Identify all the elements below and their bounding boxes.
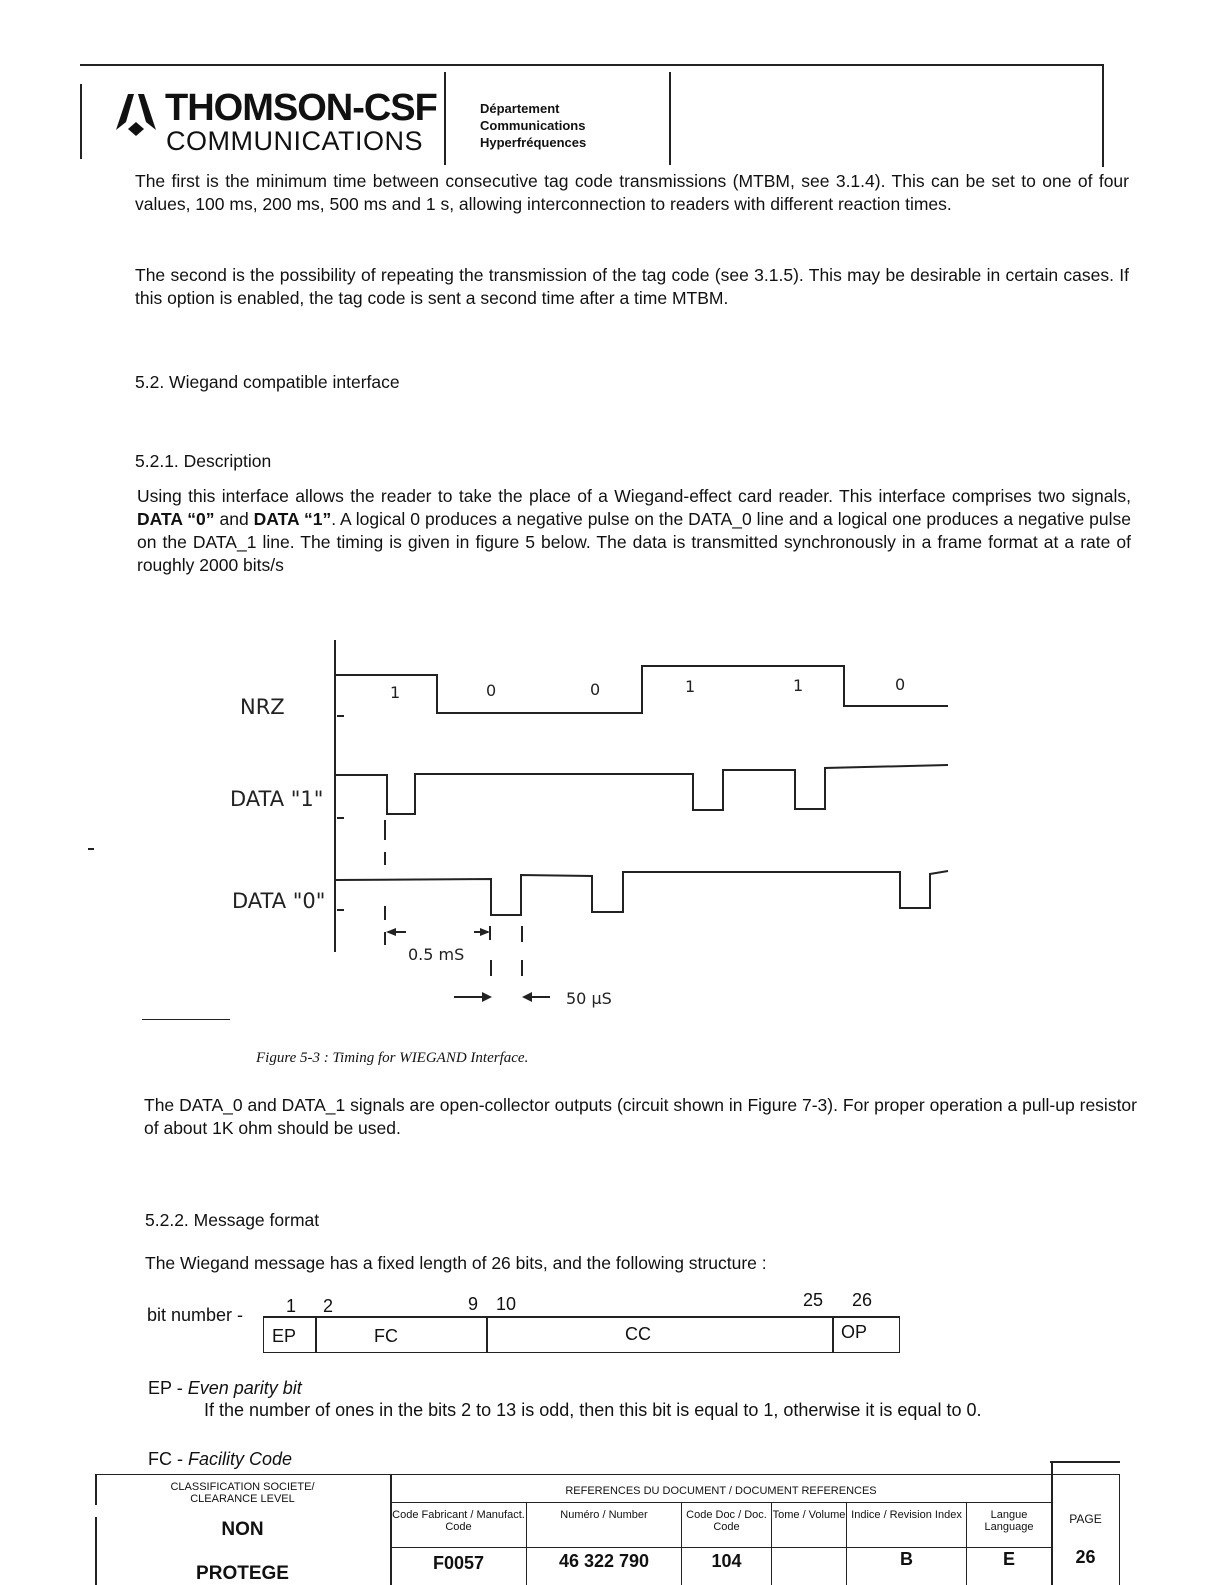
- ref-value: F0057: [432, 1553, 485, 1573]
- bit-number: 2: [323, 1296, 334, 1316]
- divider: [142, 1019, 230, 1020]
- company-division: COMMUNICATIONS: [166, 126, 423, 156]
- ref-value: 46 322 790: [558, 1551, 650, 1571]
- ep-description: If the number of ones in the bits 2 to 13 is odd, then this bit is equal to 1, otherwise it is equal to 0.: [204, 1400, 982, 1420]
- bit-field-fc: FC: [374, 1326, 398, 1346]
- nrz-bit-label: 0: [590, 680, 601, 699]
- subsection-heading: 5.2.1. Description: [135, 451, 272, 471]
- pulse-width-label: 50 µS: [566, 989, 612, 1008]
- bit-number: 10: [496, 1294, 517, 1314]
- header-left-rule: [80, 84, 82, 159]
- margin-mark: [88, 848, 94, 850]
- nrz-label: NRZ: [240, 695, 285, 719]
- bit-number: 1: [286, 1296, 297, 1316]
- ref-col-header: Langue Language: [984, 1509, 1034, 1533]
- department-line: Département: [480, 101, 560, 116]
- ref-col-header: Tome / Volume: [772, 1509, 846, 1521]
- timing-diagram: [220, 630, 980, 1020]
- ep-title: EP - Even parity bit: [148, 1378, 302, 1398]
- bit-field-row: [263, 1316, 900, 1353]
- data1-waveform: [335, 765, 948, 814]
- ref-col-header: Code Fabricant / Manufact. Code: [392, 1509, 525, 1533]
- page-label: PAGE: [1069, 1512, 1102, 1526]
- paragraph: Using this interface allows the reader to take the place of a Wiegand-effect card reader. This interface comprises two signals, DATA “0” and DATA “1”. A logical 0 produces a negative pulse on the DATA_0 line and a logical one produces a negative pulse on the DATA_1 line. The timing is given in figure 5 below. The data is transmitted synchronously in a frame format at a rate of roughly 2000 bits/s: [137, 486, 1131, 575]
- company-name: THOMSON-CSF: [165, 87, 437, 129]
- page-number: 26: [1075, 1547, 1096, 1567]
- ref-value: E: [1002, 1549, 1015, 1569]
- footer-table: [95, 1474, 1120, 1585]
- paragraph: The first is the minimum time between consecutive tag code transmissions (MTBM, see 3.1.4). This can be set to one of four values, 100 ms, 200 ms, 500 ms and 1 s, allowing interconnection to readers with different reaction times.: [135, 171, 1129, 214]
- bit-number: 26: [852, 1290, 873, 1310]
- ref-col-header: Numéro / Number: [560, 1509, 648, 1521]
- header-divider: [669, 72, 671, 165]
- nrz-bit-label: 1: [390, 683, 401, 702]
- nrz-bit-label: 0: [895, 675, 906, 694]
- bit-field-op: OP: [841, 1322, 868, 1342]
- ref-value: 104: [711, 1551, 742, 1571]
- nrz-bit-label: 0: [486, 681, 497, 700]
- department-block: [480, 100, 586, 151]
- interval-label: 0.5 mS: [408, 945, 465, 964]
- bit-field-cc: CC: [625, 1324, 651, 1344]
- references-title: REFERENCES DU DOCUMENT / DOCUMENT REFERENCES: [565, 1485, 877, 1497]
- clearance-label: CLASSIFICATION SOCIETE/ CLEARANCE LEVEL: [170, 1481, 315, 1505]
- section-heading: 5.2. Wiegand compatible interface: [135, 372, 400, 392]
- header-divider: [444, 72, 446, 165]
- ref-col-header: Indice / Revision Index: [851, 1509, 962, 1521]
- fc-title: FC - Facility Code: [148, 1449, 293, 1469]
- bit-number: 9: [468, 1294, 479, 1314]
- data0-waveform: [335, 871, 948, 915]
- ref-value: B: [900, 1549, 913, 1569]
- clearance-value: NON: [221, 1519, 264, 1540]
- data1-label: DATA "1": [230, 787, 324, 811]
- bit-number-prefix: bit number -: [147, 1305, 244, 1325]
- bit-number: 25: [803, 1290, 824, 1310]
- ref-col-header: Code Doc / Doc. Code: [686, 1509, 767, 1533]
- company-logo-icon: [112, 92, 160, 142]
- paragraph: The second is the possibility of repeating the transmission of the tag code (see 3.1.5). This may be desirable in certain cases. If this option is enabled, the tag code is sent a second time after a time MTBM.: [135, 265, 1129, 308]
- clearance-value: PROTEGE: [196, 1563, 289, 1584]
- paragraph: The DATA_0 and DATA_1 signals are open-collector outputs (circuit shown in Figure 7-3). For proper operation a pull-up resistor of about 1K ohm should be used.: [144, 1095, 1137, 1138]
- data0-label: DATA "0": [232, 889, 326, 913]
- department-line: Communications: [480, 118, 586, 133]
- bit-field-ep: EP: [272, 1326, 297, 1346]
- nrz-bit-label: 1: [685, 677, 696, 696]
- department-line: Hyperfréquences: [480, 135, 587, 150]
- nrz-bit-label: 1: [793, 676, 804, 695]
- nrz-waveform: [335, 666, 948, 713]
- paragraph: The Wiegand message has a fixed length of 26 bits, and the following structure :: [145, 1253, 767, 1273]
- figure-caption: Figure 5-3 : Timing for WIEGAND Interface.: [256, 1050, 529, 1066]
- subsection-heading: 5.2.2. Message format: [145, 1210, 320, 1230]
